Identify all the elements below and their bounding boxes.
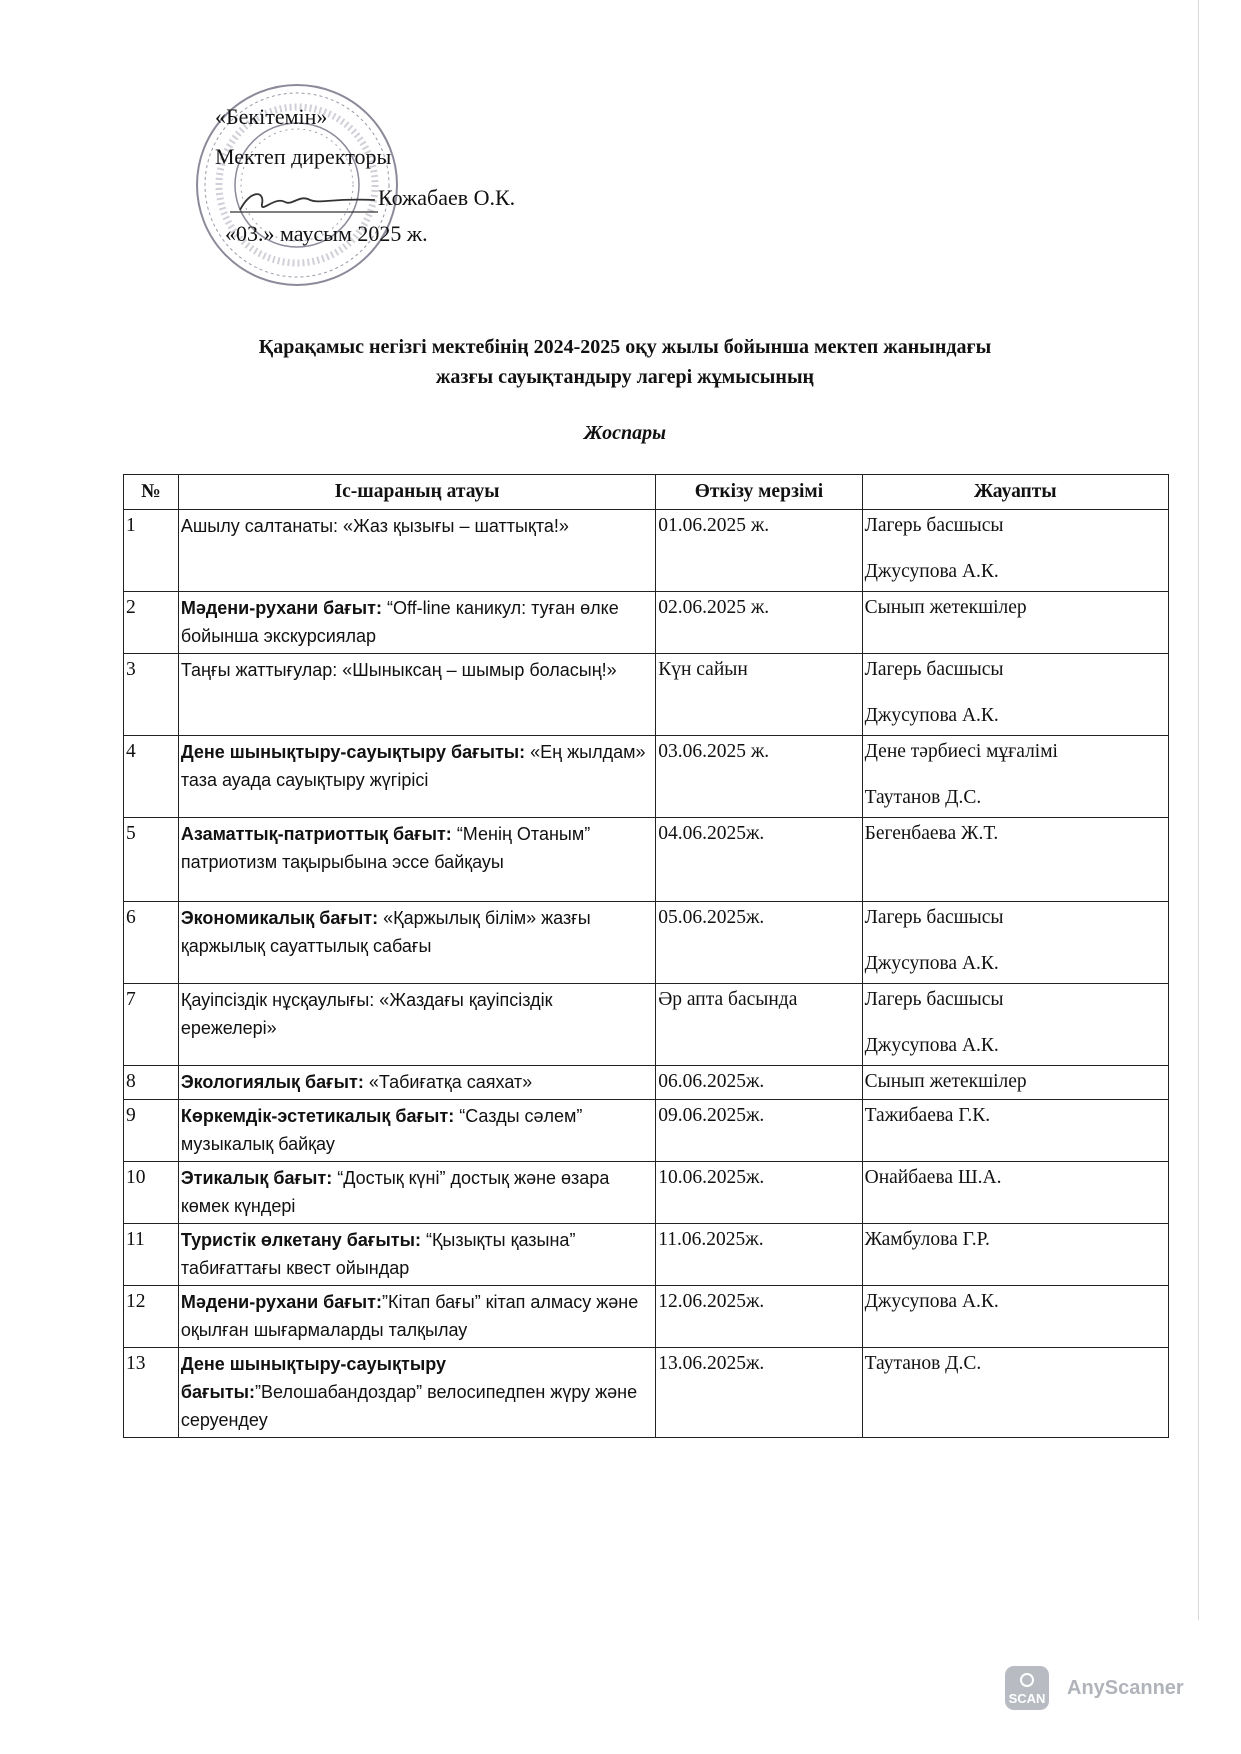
event-date: 11.06.2025ж.: [656, 1224, 862, 1286]
responsible-secondary: Джусупова А.К.: [864, 1035, 999, 1056]
event-name-cell: [178, 818, 655, 902]
scan-icon-label: SCAN: [1008, 1691, 1046, 1706]
event-description: «Ең жылдам» таза ауада сауықтыру жүгірісі: [180, 742, 646, 790]
event-direction: Экономикалық бағыт:: [180, 908, 379, 928]
table-row: [124, 984, 1169, 1066]
responsible-secondary: Джусупова А.К.: [864, 561, 999, 582]
responsible-primary: Бегенбаева Ж.Т.: [864, 823, 999, 844]
table-header-row: [124, 475, 1169, 510]
responsible-primary: Лагерь басшысы: [864, 907, 1004, 928]
responsible-primary: Жамбулова Г.Р.: [864, 1229, 990, 1250]
responsible-cell: [862, 654, 1168, 736]
event-name-cell: [178, 984, 655, 1066]
responsible-primary: Тажибаева Г.К.: [864, 1105, 991, 1126]
event-name-cell: [178, 736, 655, 818]
table-row: [124, 902, 1169, 984]
responsible-cell: [862, 510, 1168, 592]
row-number: 8: [124, 1066, 179, 1100]
event-description: «Қаржылық білім» жазғы қаржылық сауаттылық сабағы: [180, 908, 591, 956]
event-name-cell: [178, 1162, 655, 1224]
event-direction: Туристік өлкетану бағыты:: [180, 1230, 421, 1250]
responsible-cell: [862, 1100, 1168, 1162]
event-direction: Этикалық бағыт:: [180, 1168, 333, 1188]
responsible-cell: [862, 1286, 1168, 1348]
event-description: «Табиғатқа саяхат»: [363, 1072, 533, 1092]
row-number: 10: [124, 1162, 179, 1224]
approval-stamp-word: «Бекітемін»: [215, 104, 328, 129]
row-number: 1: [124, 510, 179, 592]
responsible-cell: [862, 736, 1168, 818]
header-number: №: [124, 475, 179, 510]
event-name-cell: [178, 592, 655, 654]
event-description: ”Кітап бағы” кітап алмасу және оқылған шығармаларды талқылау: [180, 1292, 639, 1340]
table-row: [124, 654, 1169, 736]
event-direction: Азаматтық-патриоттық бағыт:: [180, 824, 452, 844]
event-name-cell: [178, 1066, 655, 1100]
event-description: “Сазды сәлем” музыкалық байқау: [180, 1106, 583, 1154]
event-name-cell: [178, 1286, 655, 1348]
responsible-cell: [862, 1066, 1168, 1100]
event-date: 09.06.2025ж.: [656, 1100, 862, 1162]
event-date: 05.06.2025ж.: [656, 902, 862, 984]
responsible-cell: [862, 1348, 1168, 1438]
responsible-primary: Сынып жетекшілер: [864, 597, 1027, 618]
responsible-cell: [862, 1162, 1168, 1224]
event-description: “Off-line каникул: туған өлке бойынша экскурсиялар: [180, 598, 619, 646]
event-date: 01.06.2025 ж.: [656, 510, 862, 592]
event-date: 04.06.2025ж.: [656, 818, 862, 902]
table-row: [124, 1224, 1169, 1286]
row-number: 5: [124, 818, 179, 902]
table-row: [124, 1162, 1169, 1224]
anyscanner-watermark: [1005, 1666, 1184, 1710]
event-description: Қауіпсіздік нұсқаулығы: «Жаздағы қауіпсіздік ережелері»: [180, 990, 553, 1038]
page-edge-line: [1198, 0, 1199, 1620]
responsible-primary: Онайбаева Ш.А.: [864, 1167, 1002, 1188]
row-number: 9: [124, 1100, 179, 1162]
responsible-primary: Сынып жетекшілер: [864, 1071, 1027, 1092]
event-date: 13.06.2025ж.: [656, 1348, 862, 1438]
approval-position: Мектеп директоры: [215, 144, 392, 169]
event-description: “Қызықты қазына” табиғаттағы квест ойындар: [180, 1230, 576, 1278]
table-row: [124, 510, 1169, 592]
event-direction: Мәдени-рухани бағыт:: [180, 598, 382, 618]
responsible-cell: [862, 984, 1168, 1066]
responsible-secondary: Джусупова А.К.: [864, 953, 999, 974]
row-number: 2: [124, 592, 179, 654]
table-row: [124, 1348, 1169, 1438]
responsible-primary: Таутанов Д.С.: [864, 1353, 982, 1374]
event-date: 03.06.2025 ж.: [656, 736, 862, 818]
event-description: “Менің Отаным” патриотизм тақырыбына эссе байқауы: [180, 824, 591, 872]
director-signature: [230, 182, 380, 222]
table-row: [124, 1100, 1169, 1162]
row-number: 12: [124, 1286, 179, 1348]
header-event-name: Іс-шараның атауы: [178, 475, 655, 510]
scan-app-icon: [1005, 1666, 1049, 1710]
responsible-primary: Лагерь басшысы: [864, 515, 1004, 536]
event-date: 02.06.2025 ж.: [656, 592, 862, 654]
responsible-cell: [862, 1224, 1168, 1286]
event-name-cell: [178, 1348, 655, 1438]
responsible-primary: Дене тәрбиесі мұғалімі: [864, 741, 1058, 762]
responsible-primary: Джусупова А.К.: [864, 1291, 999, 1312]
table-row: [124, 736, 1169, 818]
document-title: [150, 332, 1100, 392]
responsible-secondary: Джусупова А.К.: [864, 705, 999, 726]
row-number: 11: [124, 1224, 179, 1286]
responsible-secondary: Таутанов Д.С.: [864, 787, 982, 808]
event-direction: Дене шынықтыру-сауықтыру бағыты:: [180, 1354, 446, 1402]
event-description: ”Велошабандоздар” велосипедпен жүру және серуендеу: [180, 1382, 638, 1430]
row-number: 7: [124, 984, 179, 1066]
responsible-cell: [862, 818, 1168, 902]
row-number: 13: [124, 1348, 179, 1438]
title-line-1: Қарақамыс негізгі мектебінің 2024-2025 оқу жылы бойынша мектеп жанындағы: [258, 336, 992, 358]
approval-director-name: Кожабаев О.К.: [378, 185, 516, 210]
table-row: [124, 592, 1169, 654]
approval-date: «03.» маусым 2025 ж.: [225, 221, 428, 246]
event-name-cell: [178, 654, 655, 736]
event-direction: Экологиялық бағыт:: [180, 1072, 364, 1092]
table-row: [124, 1286, 1169, 1348]
responsible-primary: Лагерь басшысы: [864, 989, 1004, 1010]
camp-plan-table: [123, 474, 1169, 1438]
header-responsible: Жауапты: [862, 475, 1168, 510]
table-row: [124, 818, 1169, 902]
responsible-primary: Лагерь басшысы: [864, 659, 1004, 680]
row-number: 3: [124, 654, 179, 736]
event-description: Таңғы жаттығулар: «Шыныксаң – шымыр боласың!»: [180, 660, 617, 680]
title-line-2: жазғы сауықтандыру лагері жұмысының: [435, 366, 815, 388]
event-name-cell: [178, 1224, 655, 1286]
document-subtitle: Жоспары: [584, 422, 666, 444]
responsible-cell: [862, 592, 1168, 654]
table-row: [124, 1066, 1169, 1100]
event-description: “Достық күні” достық және өзара көмек күндері: [180, 1168, 610, 1216]
event-description: Ашылу салтанаты: «Жаз қызығы – шаттықта!»: [180, 516, 569, 536]
event-name-cell: [178, 1100, 655, 1162]
event-name-cell: [178, 902, 655, 984]
header-date: Өткізу мерзімі: [656, 475, 862, 510]
event-direction: Мәдени-рухани бағыт:: [180, 1292, 382, 1312]
anyscanner-brand: AnyScanner: [1067, 1676, 1184, 1699]
event-date: Күн сайын: [656, 654, 862, 736]
event-date: Әр апта басында: [656, 984, 862, 1066]
event-date: 06.06.2025ж.: [656, 1066, 862, 1100]
event-name-cell: [178, 510, 655, 592]
row-number: 6: [124, 902, 179, 984]
event-direction: Көркемдік-эстетикалық бағыт:: [180, 1106, 455, 1126]
event-date: 10.06.2025ж.: [656, 1162, 862, 1224]
row-number: 4: [124, 736, 179, 818]
event-direction: Дене шынықтыру-сауықтыру бағыты:: [180, 742, 526, 762]
responsible-cell: [862, 902, 1168, 984]
event-date: 12.06.2025ж.: [656, 1286, 862, 1348]
